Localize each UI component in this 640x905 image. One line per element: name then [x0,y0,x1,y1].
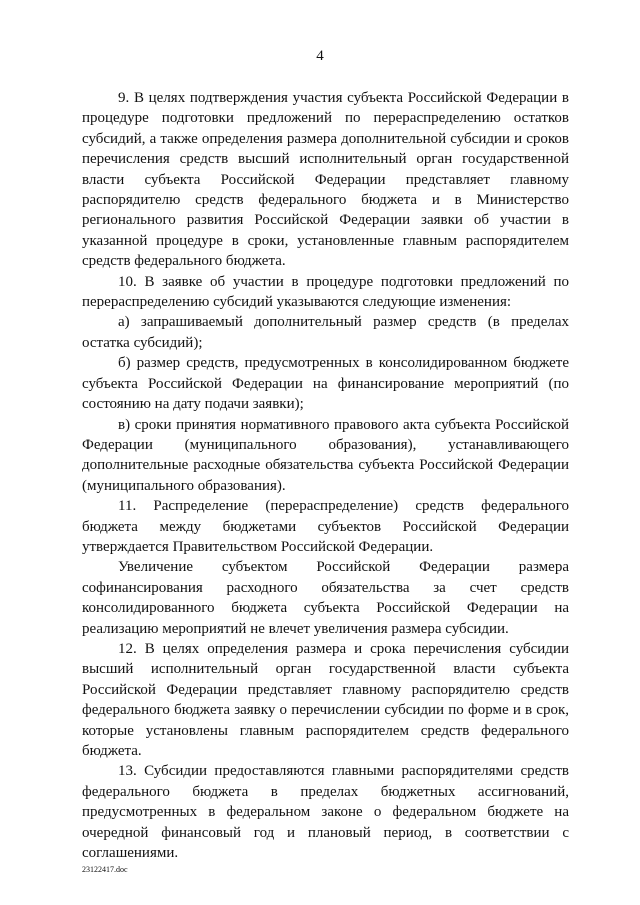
paragraph-12: 12. В целях определения размера и срока перечисления субсидии высший исполнительный орган государственной власти субъекта Российской Федерации представляет главному распорядителю средств федерального бюджета заявку о перечислении субсидии по форме и в срок, которые установлены главным распорядителем средств федерального бюджета. [82,640,569,759]
document-body [82,88,569,863]
paragraph-10-item-b: б) размер средств, предусмотренных в консолидированном бюджете субъекта Российской Федерации на финансирование мероприятий (по состоянию на дату подачи заявки); [82,355,569,413]
paragraph-13: 13. Субсидии предоставляются главными распорядителями средств федерального бюджета в пределах бюджетных ассигнований, предусмотренных в федеральном законе о федеральном бюджете на очередной финансовый год и плановый период, в соответствии с соглашениями. [82,763,569,862]
footer-filename: 23122417.doc [82,865,128,874]
paragraph-10: 10. В заявке об участии в процедуре подготовки предложений по перераспределению субсидий указываются следующие изменения: [82,273,569,311]
paragraph-11: 11. Распределение (перераспределение) средств федерального бюджета между бюджетами субъектов Российской Федерации утверждается Правительством Российской Федерации. [82,498,569,555]
paragraph-10-item-a: а) запрашиваемый дополнительный размер средств (в пределах остатка субсидий); [82,314,569,351]
paragraph-9: 9. В целях подтверждения участия субъекта Российской Федерации в процедуре подготовки предложений по перераспределению остатков субсидий, а также определения размера дополнительной субсидии и сроков перечисления средств высший исполнительный орган государственной власти субъекта Российской Федерации представляет главному распорядителю средств федерального бюджета и в Министерство регионального развития Российской Федерации заявки об участии в указанной процедуре в сроки, установленные главным распорядителем средств федерального бюджета. [82,90,569,270]
page-number: 4 [316,48,324,64]
paragraph-10-item-v: в) сроки принятия нормативного правового акта субъекта Российской Федерации (муниципального образования), устанавливающего дополнительные расходные обязательства субъекта Российской Федерации (муниципального образования). [82,416,569,494]
paragraph-11-continued: Увеличение субъектом Российской Федерации размера софинансирования расходного обязательства за счет средств консолидированного бюджета субъекта Российской Федерации на реализацию мероприятий не влечет увеличения размера субсидии. [82,559,569,637]
